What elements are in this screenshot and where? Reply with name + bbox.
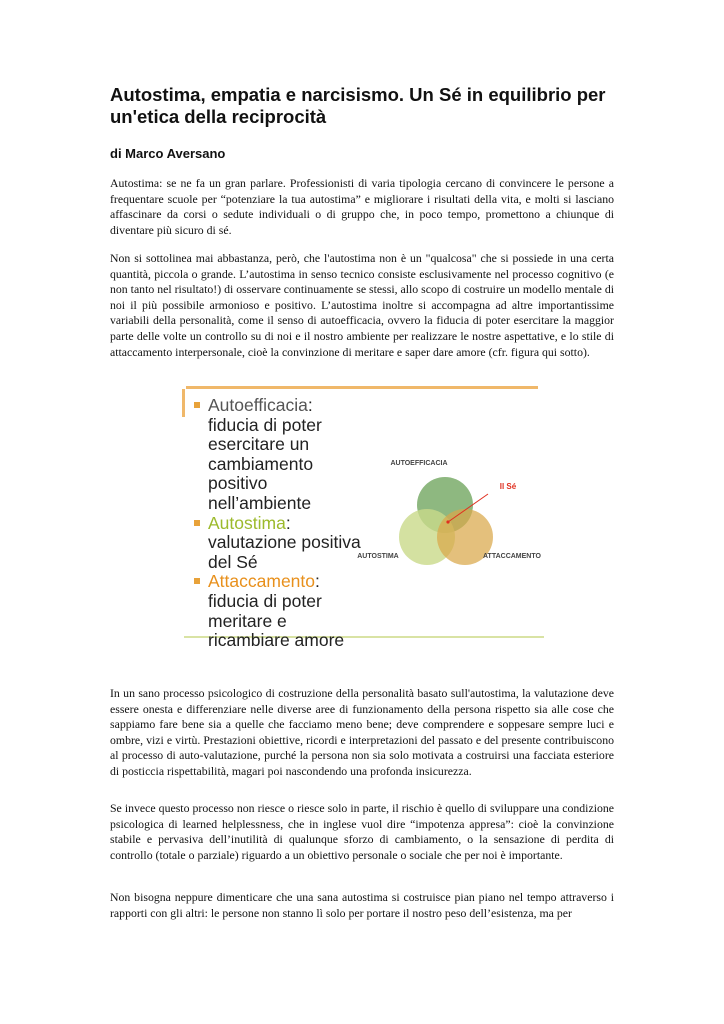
bullet-line: del Sé xyxy=(208,551,258,572)
bullet-line: ricambiare amore xyxy=(208,630,345,651)
bullet-line: esercitare un xyxy=(208,434,310,455)
paragraph-2: Non si sottolinea mai abbastanza, però, che l'autostima non è un "qualcosa" che si possiede in una certa quantità, piccola o grande. L’autostima in senso tecnico consiste esclusivamente nel processo cognitivo (e non tanto nel risultato!) di osservare continuamente se stessi, allo scopo di costruire un modello mentale di noi il più possibile armonioso e positivo. L’autostima inoltre si accompagna ad altre importantissime variabili della personalità, come il senso di autoefficacia, ovvero la fiducia di poter esercitare la maggior parte delle volte un controllo su di noi e il nostro ambiente per realizzare le nostre aspettative, e lo stile di attaccamento interpersonale, cioè la convinzione di meritare e saper dare amore (cfr. figura qui sotto). xyxy=(110,251,614,359)
bullet-square-icon xyxy=(194,520,200,526)
venn-pointer-dot xyxy=(446,520,449,523)
bullet-keyword: Attaccamento xyxy=(208,571,315,592)
venn-diagram xyxy=(342,448,547,573)
bullet-colon: : xyxy=(315,571,320,592)
bullet-line: meritare e xyxy=(208,610,287,631)
paragraph-5: Non bisogna neppure dimenticare che una sana autostima si costruisce pian piano nel tempo attraverso i rapporti con gli altri: le persone non stanno lì solo per portare il nostro peso dell’esistenza, ma per xyxy=(110,890,614,920)
bullet-line: fiducia di poter xyxy=(208,414,322,435)
venn-label-il-se: Il Sé xyxy=(499,482,517,491)
bullet-keyword: Autoefficacia xyxy=(208,395,308,415)
bullet-line: positivo xyxy=(208,473,268,494)
bullet-line: nell’ambiente xyxy=(208,492,312,513)
bullet-attaccamento xyxy=(194,572,394,650)
bullet-keyword: Autostima xyxy=(208,512,286,533)
bullet-square-icon xyxy=(194,402,200,408)
bullet-colon: : xyxy=(307,395,313,415)
figure-top-rule xyxy=(186,386,538,389)
bullet-square-icon xyxy=(194,578,200,584)
bullet-line: cambiamento xyxy=(208,453,314,474)
article-author: di Marco Aversano xyxy=(110,146,226,161)
venn-label-attaccamento: ATTACCAMENTO xyxy=(483,553,541,560)
venn-label-autoefficacia: AUTOEFFICACIA xyxy=(390,460,448,467)
article-title: Autostima, empatia e narcisismo. Un Sé in equilibrio per un'etica della reciprocità xyxy=(110,84,606,127)
paragraph-3: In un sano processo psicologico di costruzione della personalità basato sull'autostima, la valutazione deve essere onesta e differenziare nelle diverse aree di funzionamento della persona rispetto sia alle cose che sappiamo fare bene sia a quelle che facciamo meno bene; deve comprendere e soppesare sempre luci e ombre, vizi e virtù. Prestazioni obiettive, ricordi e interpretazioni del passato e del presente contribuiscono al processo di auto-valutazione, purché la persona non sia solo motivata a costruirsi una facciata esteriore di posticcia rispettabilità, magari poi nascondendo una profonda insicurezza. xyxy=(110,686,614,778)
paragraph-1: Autostima: se ne fa un gran parlare. Professionisti di varia tipologia cercano di convincere le persone a frequentare scuole per “potenziare la tua autostima” e migliorare i risultati della vita, e molti si lasciano affascinare da corsi o sedute individuali o di gruppo che, in poco tempo, promettono a chiunque di diventare più sicuro di sé. xyxy=(110,176,614,237)
bullet-line: fiducia di poter xyxy=(208,590,322,611)
venn-label-autostima: AUTOSTIMA xyxy=(357,553,399,560)
figure-left-rule xyxy=(182,389,185,417)
bullet-line: valutazione positiva xyxy=(208,532,361,553)
bullet-colon: : xyxy=(285,512,291,533)
autostima-figure xyxy=(182,386,548,651)
paragraph-4: Se invece questo processo non riesce o riesce solo in parte, il rischio è quello di sviluppare una condizione psicologica di learned helplessness, che in inglese vuol dire “impotenza appresa”: cioè la convinzione stabile e pervasiva dell’inutilità di qualunque sforzo di cambiamento, o la sensazione di perdita di controllo (totale o parziale) riguardo a un obiettivo personale o sociale che per noi è importante. xyxy=(110,801,614,862)
